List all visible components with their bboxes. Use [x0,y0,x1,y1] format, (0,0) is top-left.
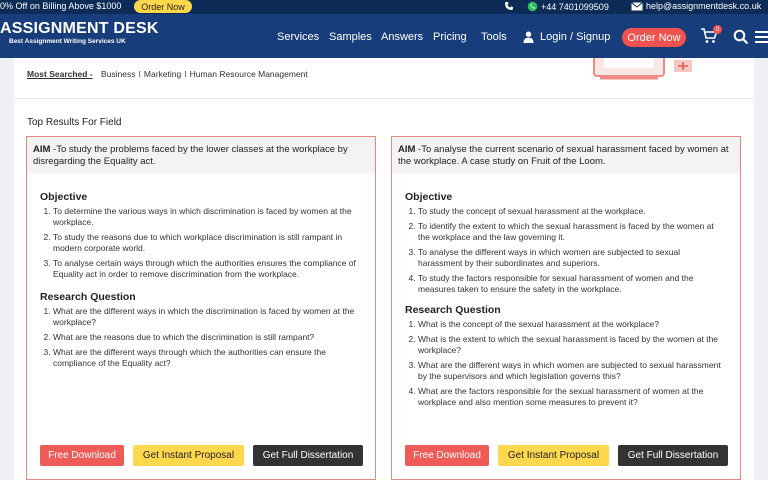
mail-icon [631,2,643,11]
instant-proposal-button[interactable]: Get Instant Proposal [498,445,609,466]
phone-icon [504,1,514,11]
content-panel [14,58,754,480]
email-contact[interactable] [631,1,761,11]
logo-tagline: Best Assignment Writing Services UK [9,38,126,45]
aim-prefix: AIM [33,144,51,155]
list-item: 1. What are the different ways in which the discrimination is faced by women at the workplace? [53,306,361,328]
question-list [405,319,726,408]
list-item: 1. To determine the various ways in which discrimination is faced by women at the workplace. [53,206,361,228]
list-item: 4. To study the factors responsible for sexual harassment of women and the measures taken to ensure the safety in the workplace. [418,273,726,295]
nav-tools[interactable]: Tools [481,31,507,43]
aim-text: -To analyse the current scenario of sexual harassment faced by women at the workplace. A case study on Fruit of the Loom. [398,144,729,167]
research-question-title: Research Question [40,291,136,303]
list-item: 2. To study the reasons due to which workplace discrimination is still rampant in modern corporate world. [53,232,361,254]
objective-title: Objective [405,191,453,203]
result-card-1 [26,136,376,480]
card-aim [392,137,740,173]
nav-answers[interactable]: Answers [381,31,424,43]
card-action-buttons [405,445,728,466]
list-item: 3. What are the different ways through which the authorities can ensure the compliance of the Equality act? [53,347,361,369]
nav-pricing[interactable]: Pricing [433,31,467,43]
nav-samples[interactable]: Samples [329,31,372,43]
list-item: 1. To study the concept of sexual harassment at the workplace. [418,206,726,217]
aim-prefix: AIM [398,144,416,155]
email-address: help@assignmentdesk.co.uk [646,1,762,11]
content-divider [14,98,754,99]
instant-proposal-button[interactable]: Get Instant Proposal [133,445,244,466]
list-item: 2. What are the reasons due to which the discrimination is still rampant? [53,332,361,343]
top-order-now-button[interactable]: Order Now [134,0,192,13]
logo-name: ASSIGNMENT DESK [0,20,159,37]
whatsapp-icon [527,1,538,12]
full-dissertation-button[interactable]: Get Full Dissertation [253,445,363,466]
login-signup-link[interactable]: Login / Signup [540,31,611,43]
phone-number: +44 7401099509 [541,1,609,12]
list-item: 1. What is the concept of the sexual harassment at the workplace? [418,319,726,330]
main-header [0,14,768,58]
list-item: 2. To identify the extent to which the sexual harassment is faced by the women at the workplace and the law governing it. [418,221,726,243]
full-dissertation-button[interactable]: Get Full Dissertation [618,445,728,466]
top-promo-bar [0,0,768,14]
monitor-illustration [592,58,712,88]
result-card-2 [391,136,741,480]
list-item: 2. What is the extent to which the sexual harassment is faced by the women at the workplace? [418,334,726,356]
list-item: 3. What are the different ways in which women are subjected to sexual harassment by the supervisors and which legislation governs this? [418,360,726,382]
cart-count-badge: 0 [713,25,722,34]
free-download-button[interactable]: Free Download [405,445,489,466]
objective-list [40,206,361,280]
list-item: 3. To analyse certain ways through which the authorities ensures the compliance of Equality act in order to remove discrimination from the workplace. [53,258,361,280]
most-searched-label: Most Searched - [27,69,93,79]
section-title: Top Results For Field [27,117,122,128]
hamburger-menu-icon[interactable] [755,31,768,43]
list-item: 3. To analyse the different ways in which women are subjected to sexual harassment by their subordinates and superiors. [418,247,726,269]
billing-offer-text: 0% Off on Billing Above $1000 [0,1,122,11]
phone-contact[interactable] [504,1,514,11]
free-download-button[interactable]: Free Download [40,445,124,466]
objective-title: Objective [40,191,88,203]
most-searched-bar: Most Searched - Business I Marketing I Human Resource Management [27,69,308,79]
card-aim [27,137,375,173]
site-logo[interactable] [0,20,159,45]
list-item: 4. What are the factors responsible for the sexual harassment of women at the workplace and also mention some measures to prevent it? [418,386,726,408]
card-action-buttons [40,445,363,466]
research-question-title: Research Question [405,304,501,316]
question-list [40,306,361,369]
nav-services[interactable]: Services [277,31,320,43]
aim-text: -To study the problems faced by the lower classes at the workplace by disregarding the Equality act. [33,144,348,167]
most-searched-marketing[interactable]: Marketing [143,69,182,79]
whatsapp-contact[interactable] [527,1,609,12]
search-icon[interactable] [733,29,749,45]
objective-list [405,206,726,295]
header-order-now-button[interactable]: Order Now [622,28,686,47]
most-searched-hrm[interactable]: Human Resource Management [189,69,308,79]
user-icon [523,31,534,43]
most-searched-business[interactable]: Business [101,69,136,79]
